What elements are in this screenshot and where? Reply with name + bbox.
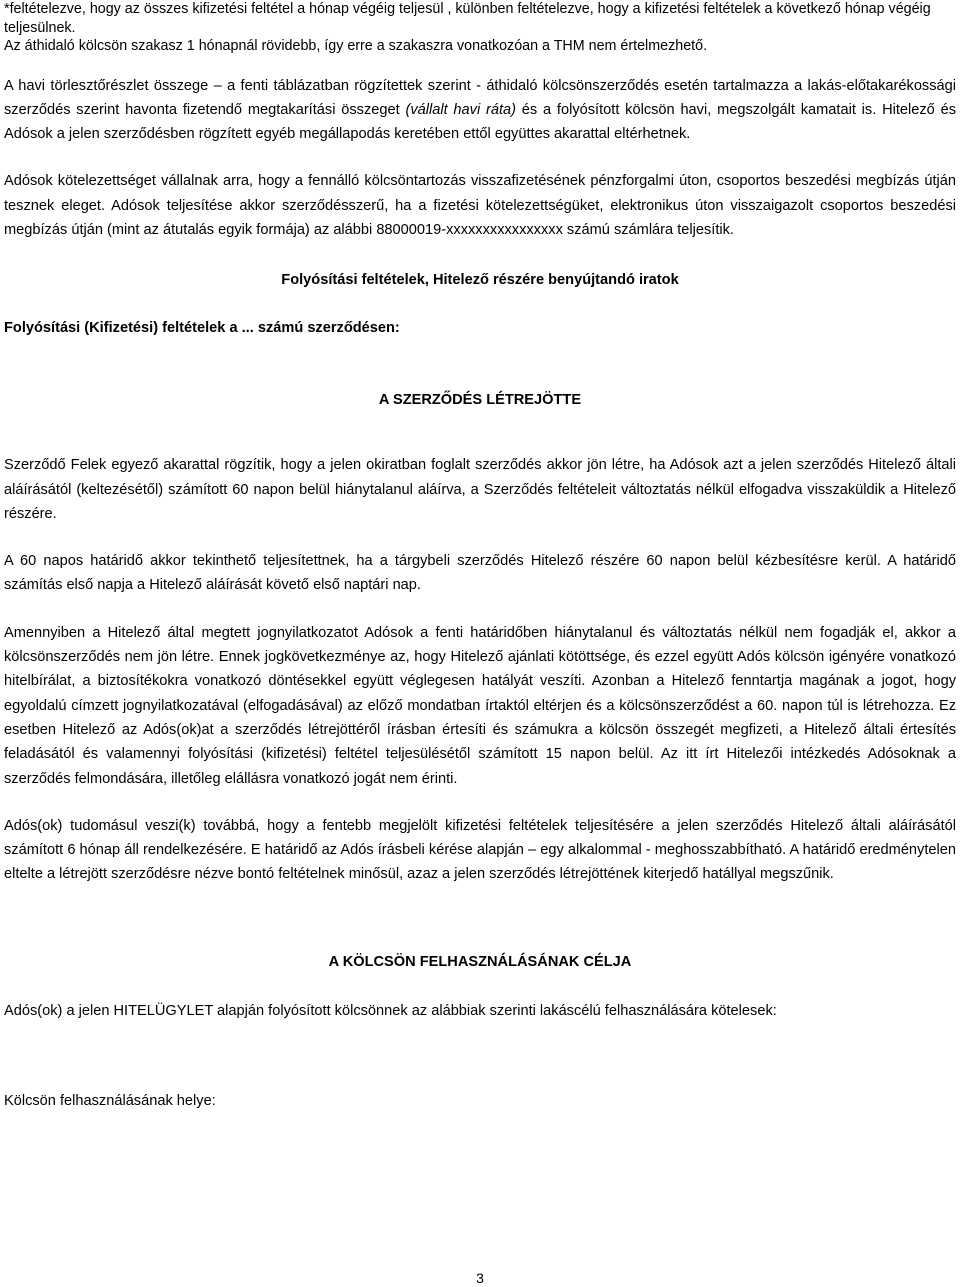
footnote-block: [4, 0, 956, 56]
installment-italic-term: (vállalt havi ráta): [405, 101, 516, 118]
paragraph-payment: Adósok kötelezettséget vállalnak arra, hogy a fennálló kölcsöntartozás visszafizetésének pénzforgalmi úton, csoportos beszedési megbízás útján tesznek eleget. Adósok teljesítése akkor szerződésszerű, ha a fizetési kötelezettségüket, elektronikus úton visszaigazolt csoportos beszedési megbízás útján (mint az átutalás egyik formája) az alábbi 88000019-xxxxxxxxxxxxxxxx számú számlára teljesítik.: [4, 173, 956, 238]
document-page: [4, 0, 956, 1113]
paragraph-formation-4: Adós(ok) tudomásul veszi(k) továbbá, hogy a fentebb megjelölt kifizetési feltételek teljesítésére a jelen szerződés Hitelező általi aláírásától számított 6 hónap áll rendelkezésére. E határidő az Adós írásbeli kérése alapján – egy alkalommal - meghosszabbítható. A határidő eredménytelen eltelte a létrejött szerződésre nézve bontó feltételnek minősül, azaz a jelen szerződés létrejöttének kiterjedő hatállyal megszűnik.: [4, 817, 956, 883]
heading-contract-formation: A SZERZŐDÉS LÉTREJÖTTE: [378, 392, 582, 409]
heading-loan-purpose: A KÖLCSÖN FELHASZNÁLÁSÁNAK CÉLJA: [328, 953, 632, 970]
paragraph-loan-purpose: Adós(ok) a jelen HITELÜGYLET alapján folyósított kölcsönnek az alábbiak szerinti lakáscélú felhasználására kötelesek:: [4, 1002, 777, 1019]
heading-disbursement: Folyósítási feltételek, Hitelező részére benyújtandó iratok: [281, 272, 679, 289]
paragraph-formation-1: Szerződő Felek egyező akarattal rögzítik, hogy a jelen okiratban foglalt szerződés akkor jön létre, ha Adósok azt a jelen szerződés Hitelező általi aláírásától (keltezésétől) számított 60 napon belül hiánytalanul aláírva, a Szerződés feltételeit változtatás nélkül elfogadva visszaküldik a Hitelező részére.: [4, 457, 956, 522]
paragraph-formation-3: Amennyiben a Hitelező által megtett jognyilatkozatot Adósok a fenti határidőben hiánytalanul és változtatás nélkül nem fogadják el, akkor a kölcsönszerződés nem jön létre. Ennek jogkövetkezménye az, hogy Hitelező ajánlati kötöttsége, és ezzel együtt Adós kölcsön igényére vonatkozó hitelbírálat, a biztosítékokra vonatkozó döntésekkel együtt véglegesen hatályát veszíti. Azonban a Hitelező fenntartja magának a jogot, hogy egyoldalú címzett jognyilatkozatával (elfogadásával) az előző mondatban írtaktól eltérjen és a kölcsönszerződést a 60. napon túl is létrehozza. Ez esetben Hitelező az Adós(ok)at a szerződés létrejöttéről írásban értesíti és számukra a kölcsön összegét megfizeti, a Hitelező általi értesítés feladásától és valamennyi folyósítási (kifizetési) feltétel teljesülésétől számított 15 napon belül. Az itt írt Hitelezői intézkedés Adósoknak a szerződés felmondására, illetőleg elállásra vonatkozó jogát nem érinti.: [4, 624, 956, 787]
footnote-payment-assumption: *feltételezve, hogy az összes kifizetési feltétel a hónap végéig teljesül , különben feltételezve, hogy a kifizetési feltételek a következő hónap végéig teljesülnek.: [4, 1, 931, 36]
usage-place-label: Kölcsön felhasználásának helye:: [4, 1093, 216, 1110]
heading-disbursement-conditions: Folyósítási (Kifizetési) feltételek a ... számú szerződésen:: [4, 320, 400, 337]
paragraph-installment: [4, 74, 956, 147]
paragraph-formation-2: A 60 napos határidő akkor tekinthető teljesítettnek, ha a tárgybeli szerződés Hitelező részére 60 napon belül kézbesítésre kerül. A határidő számítás első napja a Hitelező aláírását követő első naptári nap.: [4, 553, 956, 594]
installment-text-end: és a folyósított kölcsön havi, megszolgált kamatait is. Hitelező és Adósok a jelen szerződésben rögzített egyéb megállapodás keretében ettől együttes akarattal eltérhetnek.: [4, 101, 957, 143]
installment-text-start: A havi törlesztőrészlet összege – a fenti táblázatban rögzítettek szerint - áthidaló kölcsönszerződés esetén tartalmazza a lakás-előtakarékossági szerződés szerint havonta fizetendő megtakarítási összeget: [4, 77, 956, 118]
page-number: 3: [476, 1270, 484, 1286]
footnote-thm-note: Az áthidaló kölcsön szakasz 1 hónapnál rövidebb, így erre a szakaszra vonatkozóan a THM nem értelmezhető.: [4, 38, 708, 54]
